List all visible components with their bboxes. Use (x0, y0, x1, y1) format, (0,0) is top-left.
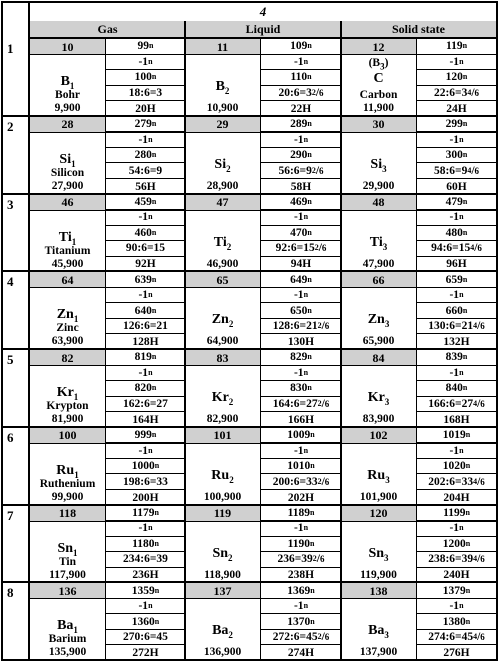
value-column (416, 117, 496, 193)
group-divider (340, 21, 342, 659)
minus-one-cell: -1 n (106, 366, 185, 382)
element-symbol: $Ru_1$ (56, 462, 79, 480)
minus-one-cell: -1 n (106, 132, 185, 148)
n-plus-one-cell: 1000 n (106, 459, 185, 475)
n-plus-one-cell: 830 n (261, 381, 341, 397)
minus-one-cell: -1 n (106, 599, 185, 615)
period-row-2 (3, 117, 496, 195)
division-cell: 270:6=45 (106, 630, 185, 646)
value-column (260, 506, 341, 582)
atomic-number: 48 (372, 195, 385, 209)
atomic-number: 47 (216, 195, 229, 209)
minus-one-cell: -1 n (261, 366, 341, 382)
division-cell: 166:6=27 4 / 6 (417, 397, 496, 413)
n-value-cell: 659 n (417, 272, 496, 288)
n-value-cell: 479 n (417, 195, 496, 211)
element-symbol: $Ba_2$ (212, 623, 233, 641)
h-value-cell: 22H (290, 102, 312, 115)
element-cell (185, 39, 341, 115)
table-title: 4 (30, 3, 496, 22)
division-cell: 130:6=21 4 / 6 (417, 319, 496, 335)
atomic-mass: 10,900 (206, 102, 239, 114)
element-cell (30, 117, 185, 193)
n-plus-one-cell: 300 n (417, 148, 496, 164)
row-number: 4 (7, 274, 14, 290)
element-symbol: $Zn_1$ (56, 307, 79, 325)
element-symbol: $Zn_2$ (211, 312, 234, 330)
atomic-mass: 135,900 (48, 646, 87, 659)
element-cell (185, 506, 341, 582)
element-name: Krypton (46, 400, 89, 412)
atomic-number: 64 (61, 272, 74, 287)
division-cell: 54:6=9 (106, 163, 185, 179)
minus-one-cell: -1 n (106, 210, 185, 226)
n-plus-one-cell: 1370 n (261, 614, 341, 630)
value-column (416, 195, 496, 271)
element-cell (30, 272, 185, 348)
atomic-number: 118 (58, 506, 77, 520)
atomic-number: 83 (216, 350, 229, 365)
atomic-number: 28 (61, 117, 74, 132)
division-cell: 236=39 2 / 6 (261, 552, 341, 568)
n-value-cell: 279 n (106, 117, 185, 133)
minus-one-cell: -1 n (417, 55, 496, 71)
minus-one-cell: -1 n (261, 443, 341, 459)
element-cell (341, 39, 496, 115)
row-number: 1 (7, 41, 14, 56)
element-cell (185, 195, 341, 271)
n-value-cell: 819 n (106, 350, 185, 366)
element-cell (185, 583, 341, 661)
value-column (416, 583, 496, 661)
h-value-cell: 276H (443, 647, 470, 660)
element-symbol: $Kr_1$ (56, 385, 79, 402)
atomic-number: 84 (372, 350, 385, 365)
division-cell: 202:6=33 4 / 6 (417, 474, 496, 490)
atomic-mass: 101,900 (359, 490, 398, 503)
row-number: 3 (7, 196, 14, 212)
period-row-1 (3, 39, 496, 117)
h-value-cell: 166H (287, 413, 315, 426)
atomic-number: 82 (61, 350, 74, 365)
atomic-number: 10 (61, 39, 74, 54)
element-symbol: $Sn_1$ (57, 540, 78, 558)
h-value-cell: 168H (443, 413, 470, 426)
n-plus-one-cell: 470 n (261, 226, 341, 242)
n-value-cell: 99 n (106, 39, 185, 55)
h-value-cell: 130H (287, 336, 315, 349)
division-cell: 272:6=45 2 / 6 (261, 630, 341, 646)
atomic-number: 29 (216, 117, 229, 132)
minus-one-cell: -1 n (417, 132, 496, 148)
minus-one-cell: -1 n (261, 55, 341, 71)
element-cell (30, 195, 185, 271)
n-value-cell: 1369 n (261, 583, 341, 599)
atomic-mass: 82,900 (206, 413, 239, 425)
h-value-cell: 58H (290, 180, 312, 193)
n-plus-one-cell: 640 n (106, 303, 185, 319)
element-cell (30, 506, 185, 582)
value-column (105, 506, 185, 582)
division-cell: 56:6=9 2 / 6 (261, 163, 341, 179)
n-plus-one-cell: 460 n (106, 226, 185, 242)
h-value-cell: 238H (287, 569, 315, 582)
element-cell (30, 39, 185, 115)
atomic-number: 137 (213, 583, 232, 598)
n-value-cell: 829 n (261, 350, 341, 366)
atomic-mass: 137,900 (359, 646, 398, 659)
atomic-mass: 11,900 (363, 102, 394, 114)
row-number: 5 (7, 352, 14, 367)
division-cell: 58:6=9 4 / 6 (417, 163, 496, 179)
element-symbol: $Ru_2$ (211, 467, 234, 485)
element-symbol: $Ti_2$ (213, 234, 232, 252)
n-plus-one-cell: 290 n (261, 148, 341, 164)
h-value-cell: 56H (135, 180, 156, 193)
atomic-mass: 47,900 (362, 257, 395, 270)
n-value-cell: 1379 n (417, 583, 496, 599)
n-value-cell: 119 n (417, 39, 496, 55)
h-value-cell: 92H (135, 258, 156, 271)
atomic-mass: 99,900 (51, 490, 84, 503)
element-cell (341, 506, 496, 582)
atomic-mass: 136,900 (203, 646, 242, 659)
atomic-mass: 81,900 (51, 413, 84, 425)
atomic-mass: 28,900 (206, 179, 239, 192)
element-name: Carbon (359, 89, 398, 101)
division-cell: 92:6=15 2 / 6 (261, 241, 341, 257)
atomic-mass: 45,900 (51, 257, 84, 270)
atomic-number: 30 (372, 117, 385, 132)
n-value-cell: 109 n (261, 39, 341, 55)
element-cell (30, 428, 185, 504)
division-cell: 128:6=21 2 / 6 (261, 319, 341, 335)
element-symbol: $Kr_3$ (367, 390, 390, 407)
minus-one-cell: -1 n (417, 599, 496, 615)
atomic-number: 136 (58, 583, 77, 598)
division-cell: 22:6=3 4 / 6 (417, 86, 496, 102)
value-column (105, 428, 185, 504)
minus-one-cell: -1 n (261, 521, 341, 537)
atomic-mass: 118,900 (204, 568, 241, 581)
n-value-cell: 299 n (417, 117, 496, 133)
period-row-8 (3, 583, 496, 661)
n-value-cell: 1189 n (261, 506, 341, 522)
division-cell: 126:6=21 (106, 319, 185, 335)
atomic-mass: 100,900 (203, 490, 242, 503)
value-column (105, 583, 185, 661)
atomic-mass: 65,900 (362, 335, 395, 348)
element-symbol: $Zn_3$ (367, 312, 390, 330)
element-cell (185, 272, 341, 348)
atomic-mass: 64,900 (206, 335, 239, 348)
row-number: 8 (7, 585, 14, 601)
element-symbol: $B_2$ (215, 79, 230, 96)
element-symbol: $Ba_3$ (368, 623, 389, 641)
element-table (1, 1, 498, 661)
minus-one-cell: -1 n (261, 599, 341, 615)
n-value-cell: 649 n (261, 272, 341, 288)
minus-one-cell: -1 n (417, 521, 496, 537)
element-cell (341, 272, 496, 348)
n-plus-one-cell: 120 n (417, 70, 496, 86)
value-column (416, 272, 496, 348)
row-number: 2 (7, 118, 14, 134)
value-column (260, 583, 341, 661)
group-divider (184, 21, 186, 659)
atomic-number: 119 (213, 506, 232, 520)
division-cell: 18:6=3 (106, 86, 185, 102)
n-plus-one-cell: 1180 n (106, 537, 185, 553)
atomic-mass: 119,900 (360, 568, 397, 581)
value-column (105, 272, 185, 348)
h-value-cell: 274H (287, 647, 315, 660)
n-value-cell: 1009 n (261, 428, 341, 444)
n-plus-one-cell: 840 n (417, 381, 496, 397)
h-value-cell: 60H (446, 180, 467, 193)
n-plus-one-cell: 1200 n (417, 537, 496, 553)
atomic-number: 65 (216, 272, 229, 287)
h-value-cell: 96H (446, 258, 467, 271)
atomic-number: 12 (372, 39, 385, 54)
minus-one-cell: -1 n (261, 132, 341, 148)
element-name: Zinc (56, 322, 79, 335)
n-value-cell: 1199 n (417, 506, 496, 522)
element-symbol: $Si_3$ (370, 156, 387, 174)
element-name: Silicon (50, 166, 85, 179)
element-cell (30, 350, 185, 426)
element-cell (185, 117, 341, 193)
n-plus-one-cell: 110 n (261, 70, 341, 86)
value-column (105, 39, 185, 115)
element-name: Tin (58, 555, 77, 568)
element-symbol: $Ti_3$ (369, 234, 388, 252)
h-value-cell: 236H (132, 569, 159, 582)
element-name: Barium (48, 633, 87, 646)
element-symbol: $Kr_2$ (211, 390, 234, 407)
value-column (260, 39, 341, 115)
value-column (416, 39, 496, 115)
division-cell: 162:6=27 (106, 397, 185, 413)
element-cell (341, 428, 496, 504)
row-number: 6 (7, 429, 14, 445)
period-row-3 (3, 195, 496, 273)
value-column (105, 117, 185, 193)
division-cell: 234:6=39 (106, 552, 185, 568)
n-plus-one-cell: 1020 n (417, 459, 496, 475)
minus-one-cell: -1 n (106, 443, 185, 459)
division-cell: 198:6=33 (106, 474, 185, 490)
n-value-cell: 289 n (261, 117, 341, 133)
element-symbol: $Sn_3$ (368, 545, 389, 563)
alt-symbol: $(B_3)$ (368, 57, 389, 72)
division-cell: 238:6=39 4 / 6 (417, 552, 496, 568)
atomic-mass: 9,900 (54, 102, 81, 114)
division-cell: 274:6=45 4 / 6 (417, 630, 496, 646)
period-row-7 (3, 506, 496, 584)
value-column (105, 195, 185, 271)
element-cell (341, 195, 496, 271)
n-value-cell: 839 n (417, 350, 496, 366)
element-symbol: $Ru_3$ (367, 467, 390, 485)
n-plus-one-cell: 1190 n (261, 537, 341, 553)
minus-one-cell: -1 n (106, 55, 185, 71)
value-column (416, 428, 496, 504)
h-value-cell: 202H (287, 491, 315, 504)
n-value-cell: 469 n (261, 195, 341, 211)
atomic-mass: 27,900 (51, 179, 84, 192)
h-value-cell: 94H (290, 258, 312, 271)
atomic-mass: 117,900 (49, 568, 86, 581)
division-cell: 90:6=15 (106, 241, 185, 257)
n-plus-one-cell: 650 n (261, 303, 341, 319)
h-value-cell: 20H (135, 102, 156, 115)
value-column (260, 195, 341, 271)
value-column (260, 272, 341, 348)
element-cell (341, 583, 496, 661)
n-value-cell: 639 n (106, 272, 185, 288)
state-header-gas: Gas (30, 21, 185, 39)
h-value-cell: 164H (132, 413, 159, 426)
element-name: Ruthenium (39, 477, 96, 490)
element-cell (185, 428, 341, 504)
minus-one-cell: -1 n (417, 443, 496, 459)
row-number: 7 (7, 507, 14, 523)
n-plus-one-cell: 820 n (106, 381, 185, 397)
minus-one-cell: -1 n (261, 210, 341, 226)
atomic-number: 66 (372, 272, 385, 287)
h-value-cell: 240H (443, 569, 470, 582)
element-cell (341, 117, 496, 193)
minus-one-cell: -1 n (417, 210, 496, 226)
h-value-cell: 128H (132, 336, 159, 349)
n-value-cell: 999 n (106, 428, 185, 444)
n-value-cell: 1359 n (106, 583, 185, 599)
element-symbol: $Ti_1$ (58, 229, 77, 247)
n-plus-one-cell: 100 n (106, 70, 185, 86)
h-value-cell: 272H (132, 647, 159, 660)
atomic-number: 138 (369, 583, 388, 598)
state-header-solid-state: Solid state (341, 21, 496, 39)
element-symbol: C (373, 71, 384, 86)
n-plus-one-cell: 1380 n (417, 614, 496, 630)
division-cell: 20:6=3 2 / 6 (261, 86, 341, 102)
element-cell (185, 350, 341, 426)
atomic-mass: 46,900 (206, 257, 239, 270)
atomic-mass: 63,900 (51, 335, 84, 348)
minus-one-cell: -1 n (106, 288, 185, 304)
n-value-cell: 459 n (106, 195, 185, 211)
atomic-number: 11 (216, 39, 229, 54)
element-cell (30, 583, 185, 661)
n-plus-one-cell: 660 n (417, 303, 496, 319)
period-row-5 (3, 350, 496, 428)
element-symbol: $Ba_1$ (57, 618, 78, 636)
h-value-cell: 24H (446, 102, 467, 115)
period-row-4 (3, 272, 496, 350)
h-value-cell: 132H (443, 336, 470, 349)
h-value-cell: 204H (443, 491, 470, 504)
division-cell: 164:6=27 2 / 6 (261, 397, 341, 413)
value-column (260, 428, 341, 504)
atomic-number: 101 (213, 428, 232, 443)
n-value-cell: 1019 n (417, 428, 496, 444)
minus-one-cell: -1 n (261, 288, 341, 304)
n-value-cell: 1179 n (106, 506, 185, 522)
atomic-number: 102 (369, 428, 388, 443)
state-header-liquid: Liquid (185, 21, 341, 39)
minus-one-cell: -1 n (106, 521, 185, 537)
element-name: Bohr (55, 89, 80, 101)
value-column (416, 350, 496, 426)
value-column (105, 350, 185, 426)
atomic-mass: 29,900 (362, 179, 395, 192)
value-column (416, 506, 496, 582)
element-symbol: $Sn_2$ (212, 545, 233, 563)
atomic-number: 100 (58, 428, 77, 443)
h-value-cell: 200H (132, 491, 159, 504)
atomic-number: 120 (369, 506, 388, 520)
division-cell: 200:6=33 2 / 6 (261, 474, 341, 490)
element-symbol: $Si_1$ (59, 151, 76, 169)
element-symbol: $Si_2$ (214, 156, 231, 174)
atomic-mass: 83,900 (362, 413, 395, 425)
minus-one-cell: -1 n (417, 366, 496, 382)
element-name: Titanium (44, 244, 91, 257)
n-plus-one-cell: 280 n (106, 148, 185, 164)
value-column (260, 350, 341, 426)
period-row-6 (3, 428, 496, 506)
division-cell: 94:6=15 4 / 6 (417, 241, 496, 257)
element-symbol: $B_1$ (60, 74, 75, 91)
n-plus-one-cell: 480 n (417, 226, 496, 242)
n-plus-one-cell: 1360 n (106, 614, 185, 630)
value-column (260, 117, 341, 193)
minus-one-cell: -1 n (417, 288, 496, 304)
n-plus-one-cell: 1010 n (261, 459, 341, 475)
element-cell (341, 350, 496, 426)
atomic-number: 46 (61, 195, 74, 209)
